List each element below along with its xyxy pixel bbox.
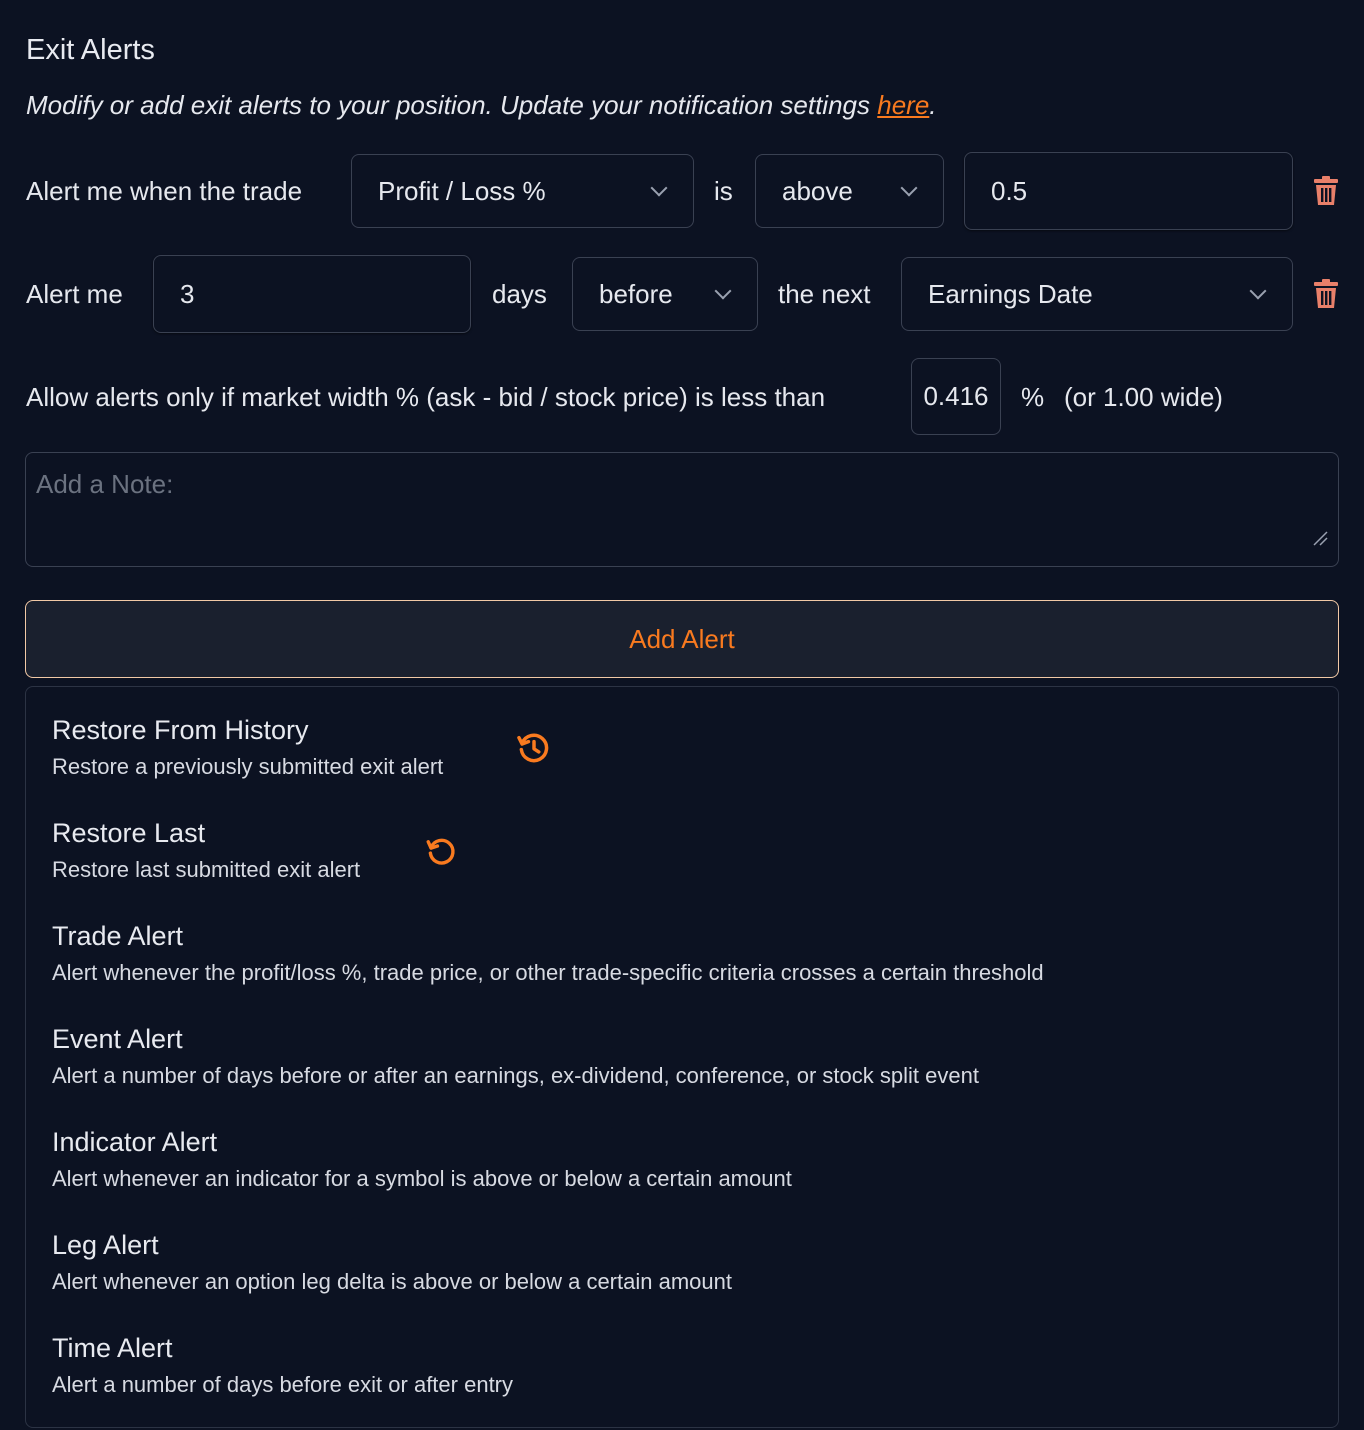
threshold-input-value: 0.5 — [991, 175, 1028, 206]
menu-item-desc: Restore last submitted exit alert — [52, 857, 361, 882]
page-subtitle — [26, 90, 937, 121]
menu-item-restore-last[interactable] — [52, 817, 360, 883]
menu-item-title: Trade Alert — [52, 921, 184, 951]
subtitle-text: Modify or add exit alerts to your position. Update your notification settings — [26, 90, 878, 120]
chevron-down-icon — [651, 180, 668, 197]
metric-select[interactable] — [351, 154, 694, 228]
event-select-value: Earnings Date — [928, 278, 1093, 309]
row2-prefix-label: Alert me — [26, 279, 123, 309]
menu-item-desc: Alert a number of days before exit or after entry — [52, 1372, 514, 1397]
menu-item-time-alert[interactable] — [52, 1332, 513, 1398]
menu-item-title: Restore From History — [52, 715, 309, 745]
history-icon[interactable] — [515, 729, 553, 767]
metric-select-value: Profit / Loss % — [378, 175, 546, 206]
note-textarea[interactable] — [25, 452, 1339, 567]
width-suffix-label: (or 1.00 wide) — [1064, 382, 1223, 412]
menu-item-title: Indicator Alert — [52, 1127, 218, 1157]
menu-item-title: Time Alert — [52, 1333, 173, 1363]
menu-item-desc: Alert whenever an indicator for a symbol is above or below a certain amount — [52, 1166, 792, 1191]
menu-item-title: Leg Alert — [52, 1230, 159, 1260]
market-width-value: 0.416 — [923, 381, 989, 411]
add-alert-button[interactable]: Add Alert — [25, 600, 1339, 678]
resize-grip-icon[interactable] — [1312, 530, 1328, 546]
menu-item-title: Restore Last — [52, 818, 206, 848]
undo-icon[interactable] — [424, 834, 458, 868]
threshold-input[interactable] — [964, 152, 1293, 230]
menu-item-title: Event Alert — [52, 1024, 183, 1054]
menu-item-desc: Alert whenever an option leg delta is above or below a certain amount — [52, 1269, 732, 1294]
menu-item-trade-alert[interactable] — [52, 920, 1044, 986]
page-title: Exit Alerts — [26, 34, 155, 66]
row1-prefix-label: Alert me when the trade — [26, 176, 303, 206]
menu-item-desc: Alert whenever the profit/loss %, trade price, or other trade-specific criteria crosses a certain threshold — [52, 960, 1044, 985]
menu-item-restore-from-history[interactable] — [52, 714, 443, 780]
menu-item-desc: Alert a number of days before or after an earnings, ex-dividend, conference, or stock split event — [52, 1063, 979, 1088]
event-select[interactable] — [901, 257, 1293, 331]
menu-item-event-alert[interactable] — [52, 1023, 979, 1089]
chevron-down-icon — [1250, 283, 1267, 300]
direction-select[interactable] — [755, 154, 944, 228]
market-width-input[interactable] — [911, 358, 1001, 435]
percent-unit-label: % — [1021, 382, 1045, 412]
notification-settings-link[interactable]: here — [877, 90, 930, 120]
menu-item-indicator-alert[interactable] — [52, 1126, 792, 1192]
relation-select[interactable] — [572, 257, 758, 331]
days-input-value: 3 — [180, 278, 195, 309]
chevron-down-icon — [715, 283, 732, 300]
is-label: is — [714, 176, 733, 206]
menu-item-leg-alert[interactable] — [52, 1229, 732, 1295]
note-placeholder: Add a Note: — [36, 469, 174, 499]
days-input[interactable] — [153, 255, 471, 333]
delete-alert-2-trash-icon[interactable] — [1313, 279, 1339, 309]
menu-item-desc: Restore a previously submitted exit alert — [52, 754, 444, 779]
chevron-down-icon — [901, 180, 918, 197]
add-alert-menu — [25, 686, 1339, 1428]
subtitle-end: . — [929, 90, 937, 120]
direction-select-value: above — [782, 175, 853, 206]
days-label: days — [492, 279, 547, 309]
delete-alert-1-trash-icon[interactable] — [1313, 176, 1339, 206]
relation-select-value: before — [599, 278, 673, 309]
the-next-label: the next — [778, 279, 871, 309]
market-width-label: Allow alerts only if market width % (ask - bid / stock price) is less than — [26, 382, 826, 412]
